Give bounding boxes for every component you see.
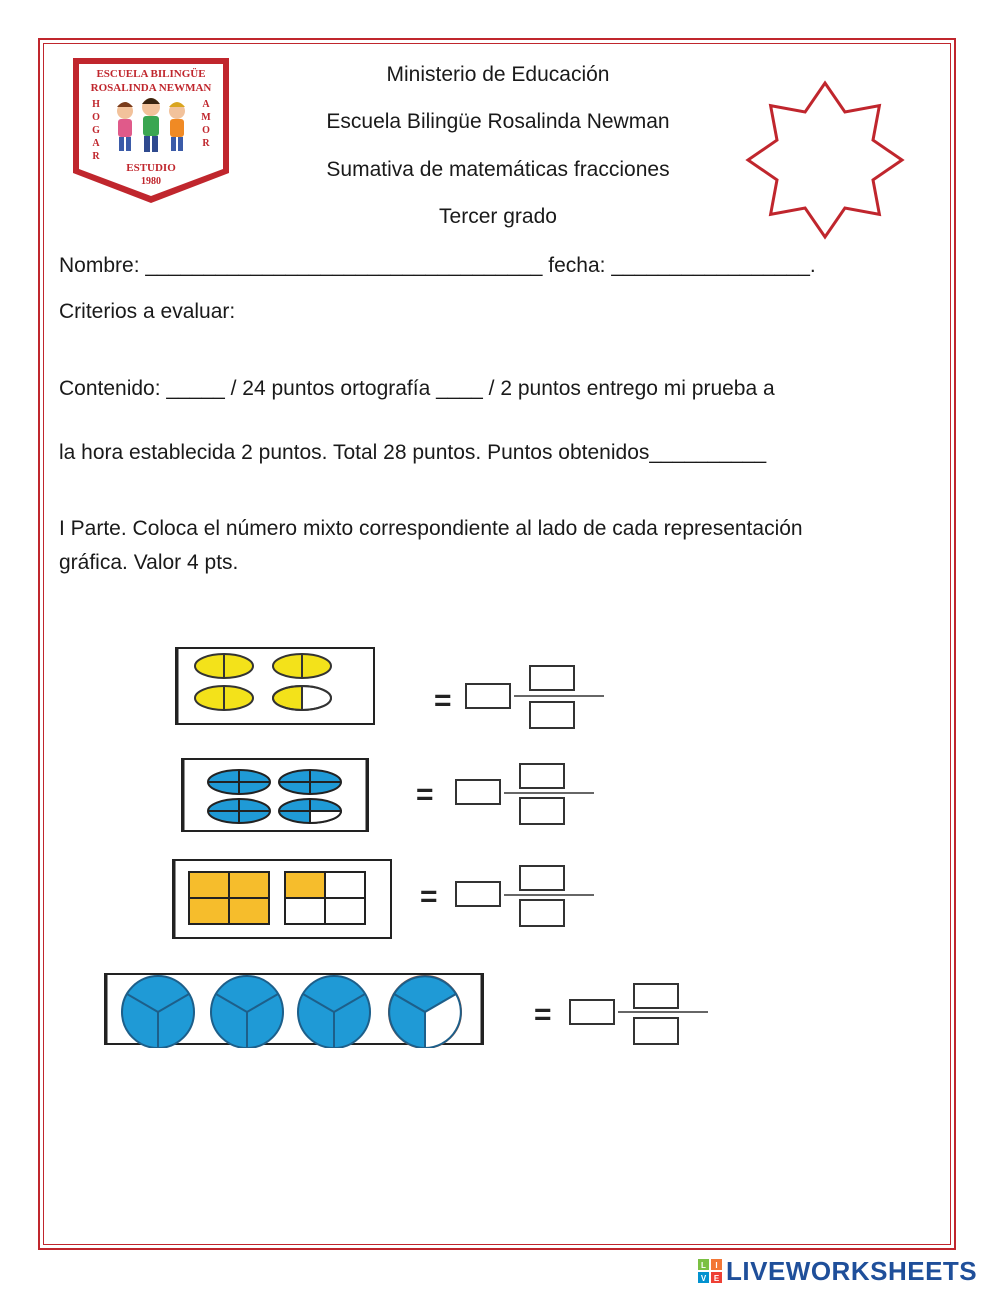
- equals-sign: =: [420, 880, 438, 913]
- header-school-name: Escuela Bilingüe Rosalinda Newman: [326, 110, 670, 133]
- numerator-box[interactable]: [520, 764, 564, 788]
- denominator-box[interactable]: [520, 798, 564, 824]
- whole-number-box[interactable]: [466, 684, 510, 708]
- exercise-2-figure: [180, 757, 372, 835]
- svg-text:O: O: [92, 112, 100, 123]
- svg-text:I: I: [715, 1261, 718, 1270]
- scoring-content-line: Contenido: _____ / 24 puntos ortografía ____ / 2 puntos entrego mi prueba a: [59, 377, 775, 400]
- header-ministry: Ministerio de Educación: [386, 63, 610, 86]
- whole-number-box[interactable]: [570, 1000, 614, 1024]
- equals-sign: =: [434, 684, 452, 717]
- name-date-line[interactable]: Nombre: __________________________________ fecha: _________________.: [59, 254, 816, 277]
- crest-top-text-2: ROSALINDA NEWMAN: [90, 82, 212, 94]
- whole-number-box[interactable]: [456, 882, 500, 906]
- svg-text:L: L: [701, 1261, 706, 1270]
- instruction-part1-line2: gráfica. Valor 4 pts.: [59, 551, 239, 574]
- scoring-time-line: la hora establecida 2 puntos. Total 28 puntos. Puntos obtenidos__________: [59, 441, 767, 464]
- svg-text:M: M: [201, 112, 211, 123]
- svg-text:A: A: [92, 138, 100, 149]
- exercise-3-answer: [416, 862, 602, 930]
- crest-top-text-1: ESCUELA BILINGÜE: [96, 68, 206, 80]
- instruction-part1-line1: I Parte. Coloca el número mixto correspondiente al lado de cada representación: [59, 517, 803, 540]
- svg-text:O: O: [202, 125, 210, 136]
- exercise-4-answer: [534, 982, 714, 1050]
- numerator-box[interactable]: [520, 866, 564, 890]
- exercise-1-figure: [174, 646, 378, 728]
- liveworksheets-logo[interactable]: [698, 1254, 977, 1288]
- numerator-box[interactable]: [634, 984, 678, 1008]
- criteria-label: Criterios a evaluar:: [59, 300, 236, 323]
- header-exam-title: Sumativa de matemáticas fracciones: [326, 158, 670, 181]
- svg-text:R: R: [92, 151, 100, 162]
- denominator-box[interactable]: [520, 900, 564, 926]
- svg-text:A: A: [202, 99, 210, 110]
- exercise-1-answer: [430, 662, 606, 732]
- crest-year: 1980: [141, 176, 161, 187]
- svg-text:E: E: [713, 1274, 720, 1283]
- numerator-box[interactable]: [530, 666, 574, 690]
- equals-sign: =: [534, 998, 552, 1031]
- whole-number-box[interactable]: [456, 780, 500, 804]
- school-crest-logo: [70, 55, 232, 207]
- svg-text:R: R: [202, 138, 210, 149]
- exercise-2-answer: [412, 760, 598, 828]
- denominator-box[interactable]: [530, 702, 574, 728]
- liveworksheets-cube-icon: [698, 1259, 722, 1283]
- equals-sign: =: [416, 778, 434, 811]
- svg-text:V: V: [700, 1274, 707, 1283]
- exercise-4-figure: [103, 972, 487, 1048]
- svg-text:G: G: [92, 125, 100, 136]
- crest-bottom-text: ESTUDIO: [126, 162, 176, 174]
- denominator-box[interactable]: [634, 1018, 678, 1044]
- header-grade: Tercer grado: [439, 205, 557, 228]
- liveworksheets-text: LIVEWORKSHEETS: [726, 1255, 978, 1286]
- exercise-3-figure: [171, 858, 395, 942]
- star-outline-icon: [742, 80, 908, 240]
- svg-text:H: H: [92, 99, 100, 110]
